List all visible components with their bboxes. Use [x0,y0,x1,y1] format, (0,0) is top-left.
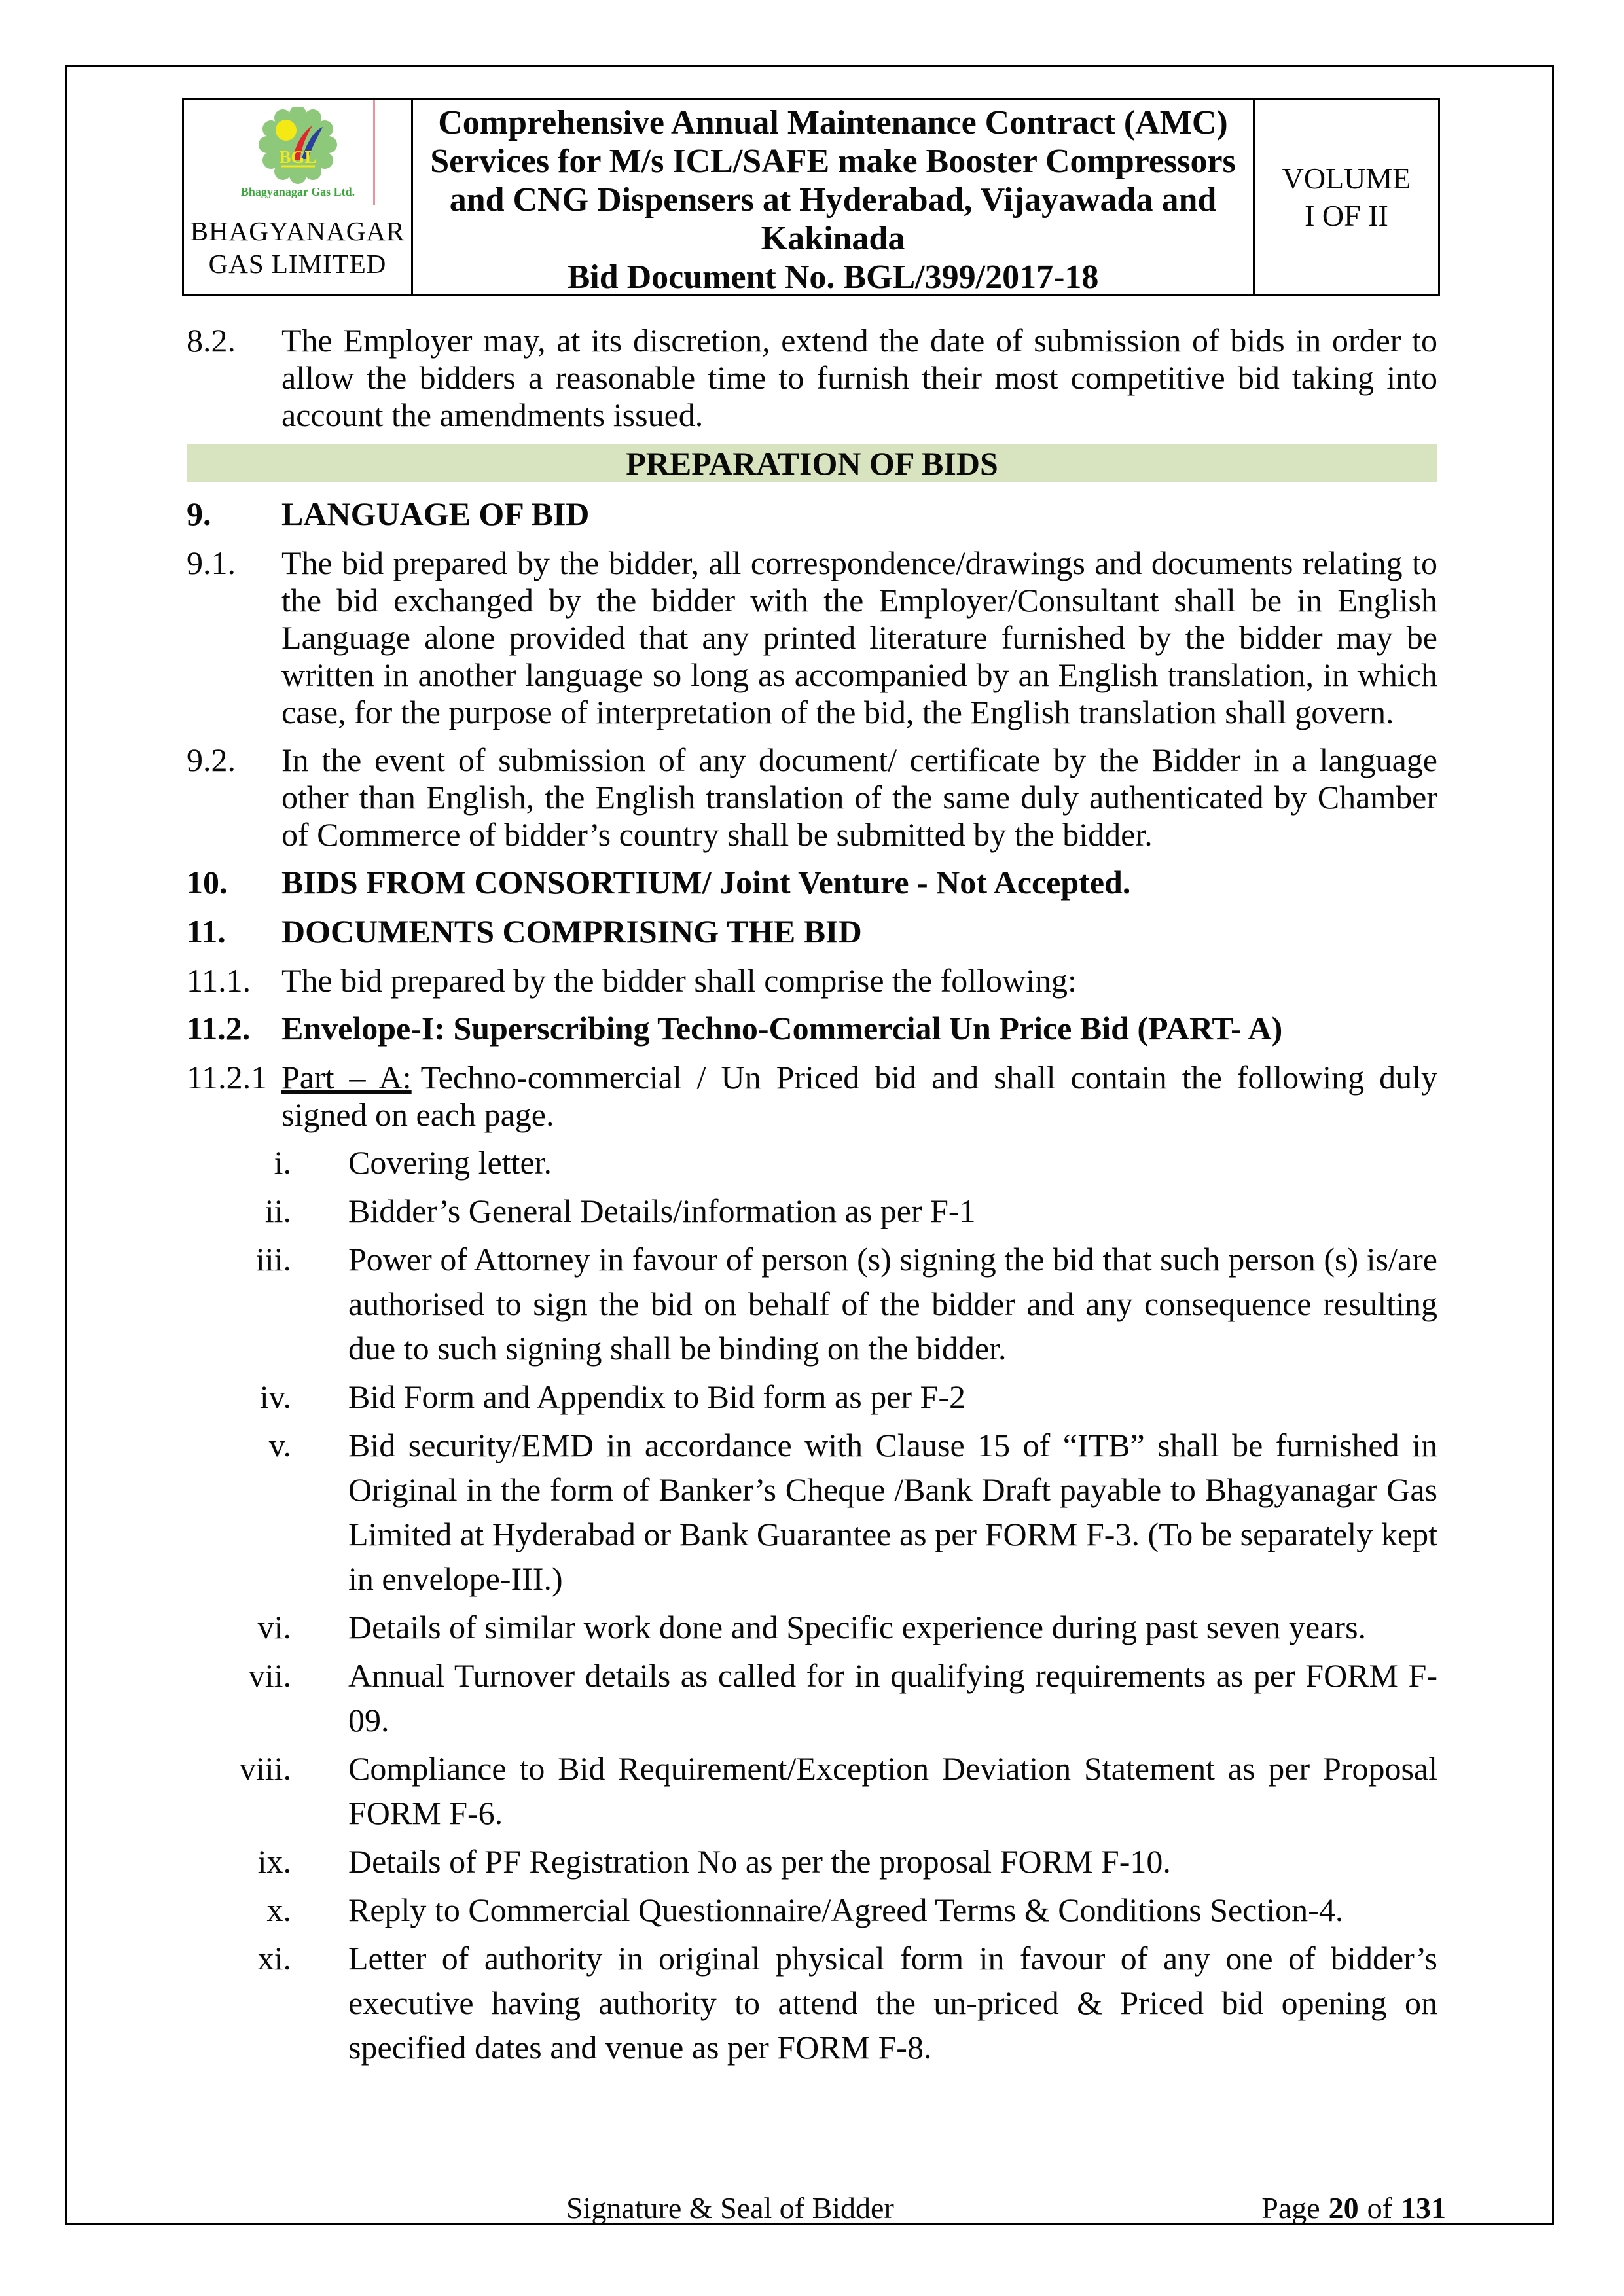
heading-number: 9. [187,495,211,532]
clause-11-1 [187,962,1437,999]
list-item-number: v. [268,1427,291,1463]
footer-page-prefix: Page [1261,2191,1320,2225]
logo-bgl-text: BGL [278,147,317,167]
list-item [187,1936,1437,2070]
heading-number: 11. [187,913,226,950]
logo-caption: Bhagyanagar Gas Ltd. [240,185,355,198]
heading-text: LANGUAGE OF BID [281,495,590,532]
volume-line2: I OF II [1305,199,1388,232]
clause-number: 8.2. [187,322,236,359]
list-item [187,1189,1437,1233]
list-item-number: i. [274,1144,291,1181]
list-item [187,1746,1437,1835]
clause-number: 11.1. [187,962,251,999]
list-item-number: iv. [259,1378,291,1415]
list-item [187,1374,1437,1419]
clause-text: Techno-commercial / Un Priced bid and shall contain the following duly signed on each page. [281,1059,1437,1133]
heading-9 [187,495,1437,533]
list-item-text: Details of similar work done and Specific experience during past seven years. [348,1609,1367,1645]
logo-scan-artifact-line [373,100,375,205]
heading-text: BIDS FROM CONSORTIUM/ Joint Venture - Not Accepted. [281,864,1131,901]
list-item-number: vi. [257,1609,291,1645]
clause-9-1 [187,545,1437,731]
list-item-number: vii. [248,1657,291,1694]
heading-number: 10. [187,864,228,901]
company-name-line2: GAS LIMITED [208,249,387,279]
clause-number: 11.2.1 [187,1059,268,1096]
clause-text: The bid prepared by the bidder, all correspondence/drawings and documents relating to the bid exchanged by the bidder with the Employer/Consultant shall be in English Language alone provided that any printed literature furnished by the bidder may be written in another language so long as accompanied by an English translation, in which case, for the purpose of interpretation of the bid, the English translation shall govern. [281,545,1437,730]
document-body [187,322,1437,2073]
doc-title-line: Services for M/s ICL/SAFE make Booster Compressors [430,143,1236,180]
footer-page-number: 20 [1328,2191,1359,2225]
list-item-number: viii. [239,1750,291,1787]
clause-text: In the event of submission of any document/ certificate by the Bidder in a language other than English, the English translation of the same duly authenticated by Chamber of Commerce of bidder’s country shall be submitted by the bidder. [281,742,1437,853]
clause-text: The Employer may, at its discretion, extend the date of submission of bids in order to allow the bidders a reasonable time to furnish their most competitive bid taking into account the amendments issued. [281,322,1437,433]
list-item-text: Bid Form and Appendix to Bid form as per F-2 [348,1378,965,1415]
clause-11-2-1 [187,1059,1437,1134]
doc-title-line: Kakinada [761,220,905,257]
clause-8-2 [187,322,1437,434]
list-item-text: Details of PF Registration No as per the proposal FORM F-10. [348,1843,1171,1880]
list-item [187,1888,1437,1932]
clause-9-2 [187,742,1437,853]
list-item-text: Covering letter. [348,1144,552,1181]
header-logo-cell [184,100,413,294]
doc-number-line: Bid Document No. BGL/399/2017-18 [567,259,1099,296]
header-title-cell [413,100,1255,294]
clause-underlined-label: Part – A: [281,1059,412,1096]
heading-text: Envelope-I: Superscribing Techno-Commercial Un Price Bid (PART- A) [281,1010,1283,1047]
clause-number: 9.2. [187,742,236,778]
list-item [187,1605,1437,1649]
list-item-number: ii. [264,1193,291,1229]
heading-text: DOCUMENTS COMPRISING THE BID [281,913,862,950]
doc-title-line: Comprehensive Annual Maintenance Contract (AMC) [438,104,1228,141]
section-banner: PREPARATION OF BIDS [187,444,1437,482]
list-item-number: x. [266,1892,291,1928]
list-item-text: Reply to Commercial Questionnaire/Agreed Terms & Conditions Section-4. [348,1892,1344,1928]
list-item-number: ix. [257,1843,291,1880]
list-item-text: Compliance to Bid Requirement/Exception Deviation Statement as per Proposal FORM F-6. [348,1750,1437,1831]
list-item-text: Bidder’s General Details/information as per F-1 [348,1193,976,1229]
list-item-number: iii. [255,1241,291,1278]
company-name-line1: BHAGYANAGAR [190,216,405,246]
heading-11 [187,913,1437,950]
header-table [182,98,1440,296]
bgl-logo-icon [239,107,357,205]
doc-title-line: and CNG Dispensers at Hyderabad, Vijayawada and [449,181,1217,219]
list-item [187,1653,1437,1742]
footer-signature-label: Signature & Seal of Bidder [566,2191,894,2225]
footer-page-of: of [1367,2191,1392,2225]
list-item-text: Power of Attorney in favour of person (s) signing the bid that such person (s) is/are authorised to sign the bid on behalf of the bidder and any consequence resulting due to such signing shall be binding on the bidder. [348,1241,1437,1367]
list-item-number: xi. [257,1940,291,1977]
header-volume-cell [1255,100,1438,294]
footer-page-indicator [1261,2191,1446,2225]
clause-number: 9.1. [187,545,236,581]
clause-text: The bid prepared by the bidder shall comprise the following: [281,962,1077,999]
list-item-text: Annual Turnover details as called for in qualifying requirements as per FORM F-09. [348,1657,1437,1738]
list-item [187,1423,1437,1601]
list-item-text: Bid security/EMD in accordance with Clause 15 of “ITB” shall be furnished in Original in the form of Banker’s Cheque /Bank Draft payable to Bhagyanagar Gas Limited at Hyderabad or Bank Guarantee as per FORM F-3. (To be separately kept in envelope-III.) [348,1427,1437,1597]
heading-10 [187,864,1437,901]
heading-number: 11.2. [187,1010,251,1047]
list-item [187,1237,1437,1371]
list-item [187,1839,1437,1884]
list-item-text: Letter of authority in original physical form in favour of any one of bidder’s executive having authority to attend the un-priced & Priced bid opening on specified dates and venue as per FORM F-8. [348,1940,1437,2066]
footer-page-total: 131 [1401,2191,1446,2225]
volume-line1: VOLUME [1282,162,1411,195]
company-name [184,215,411,280]
list-item [187,1140,1437,1185]
heading-11-2 [187,1010,1437,1047]
